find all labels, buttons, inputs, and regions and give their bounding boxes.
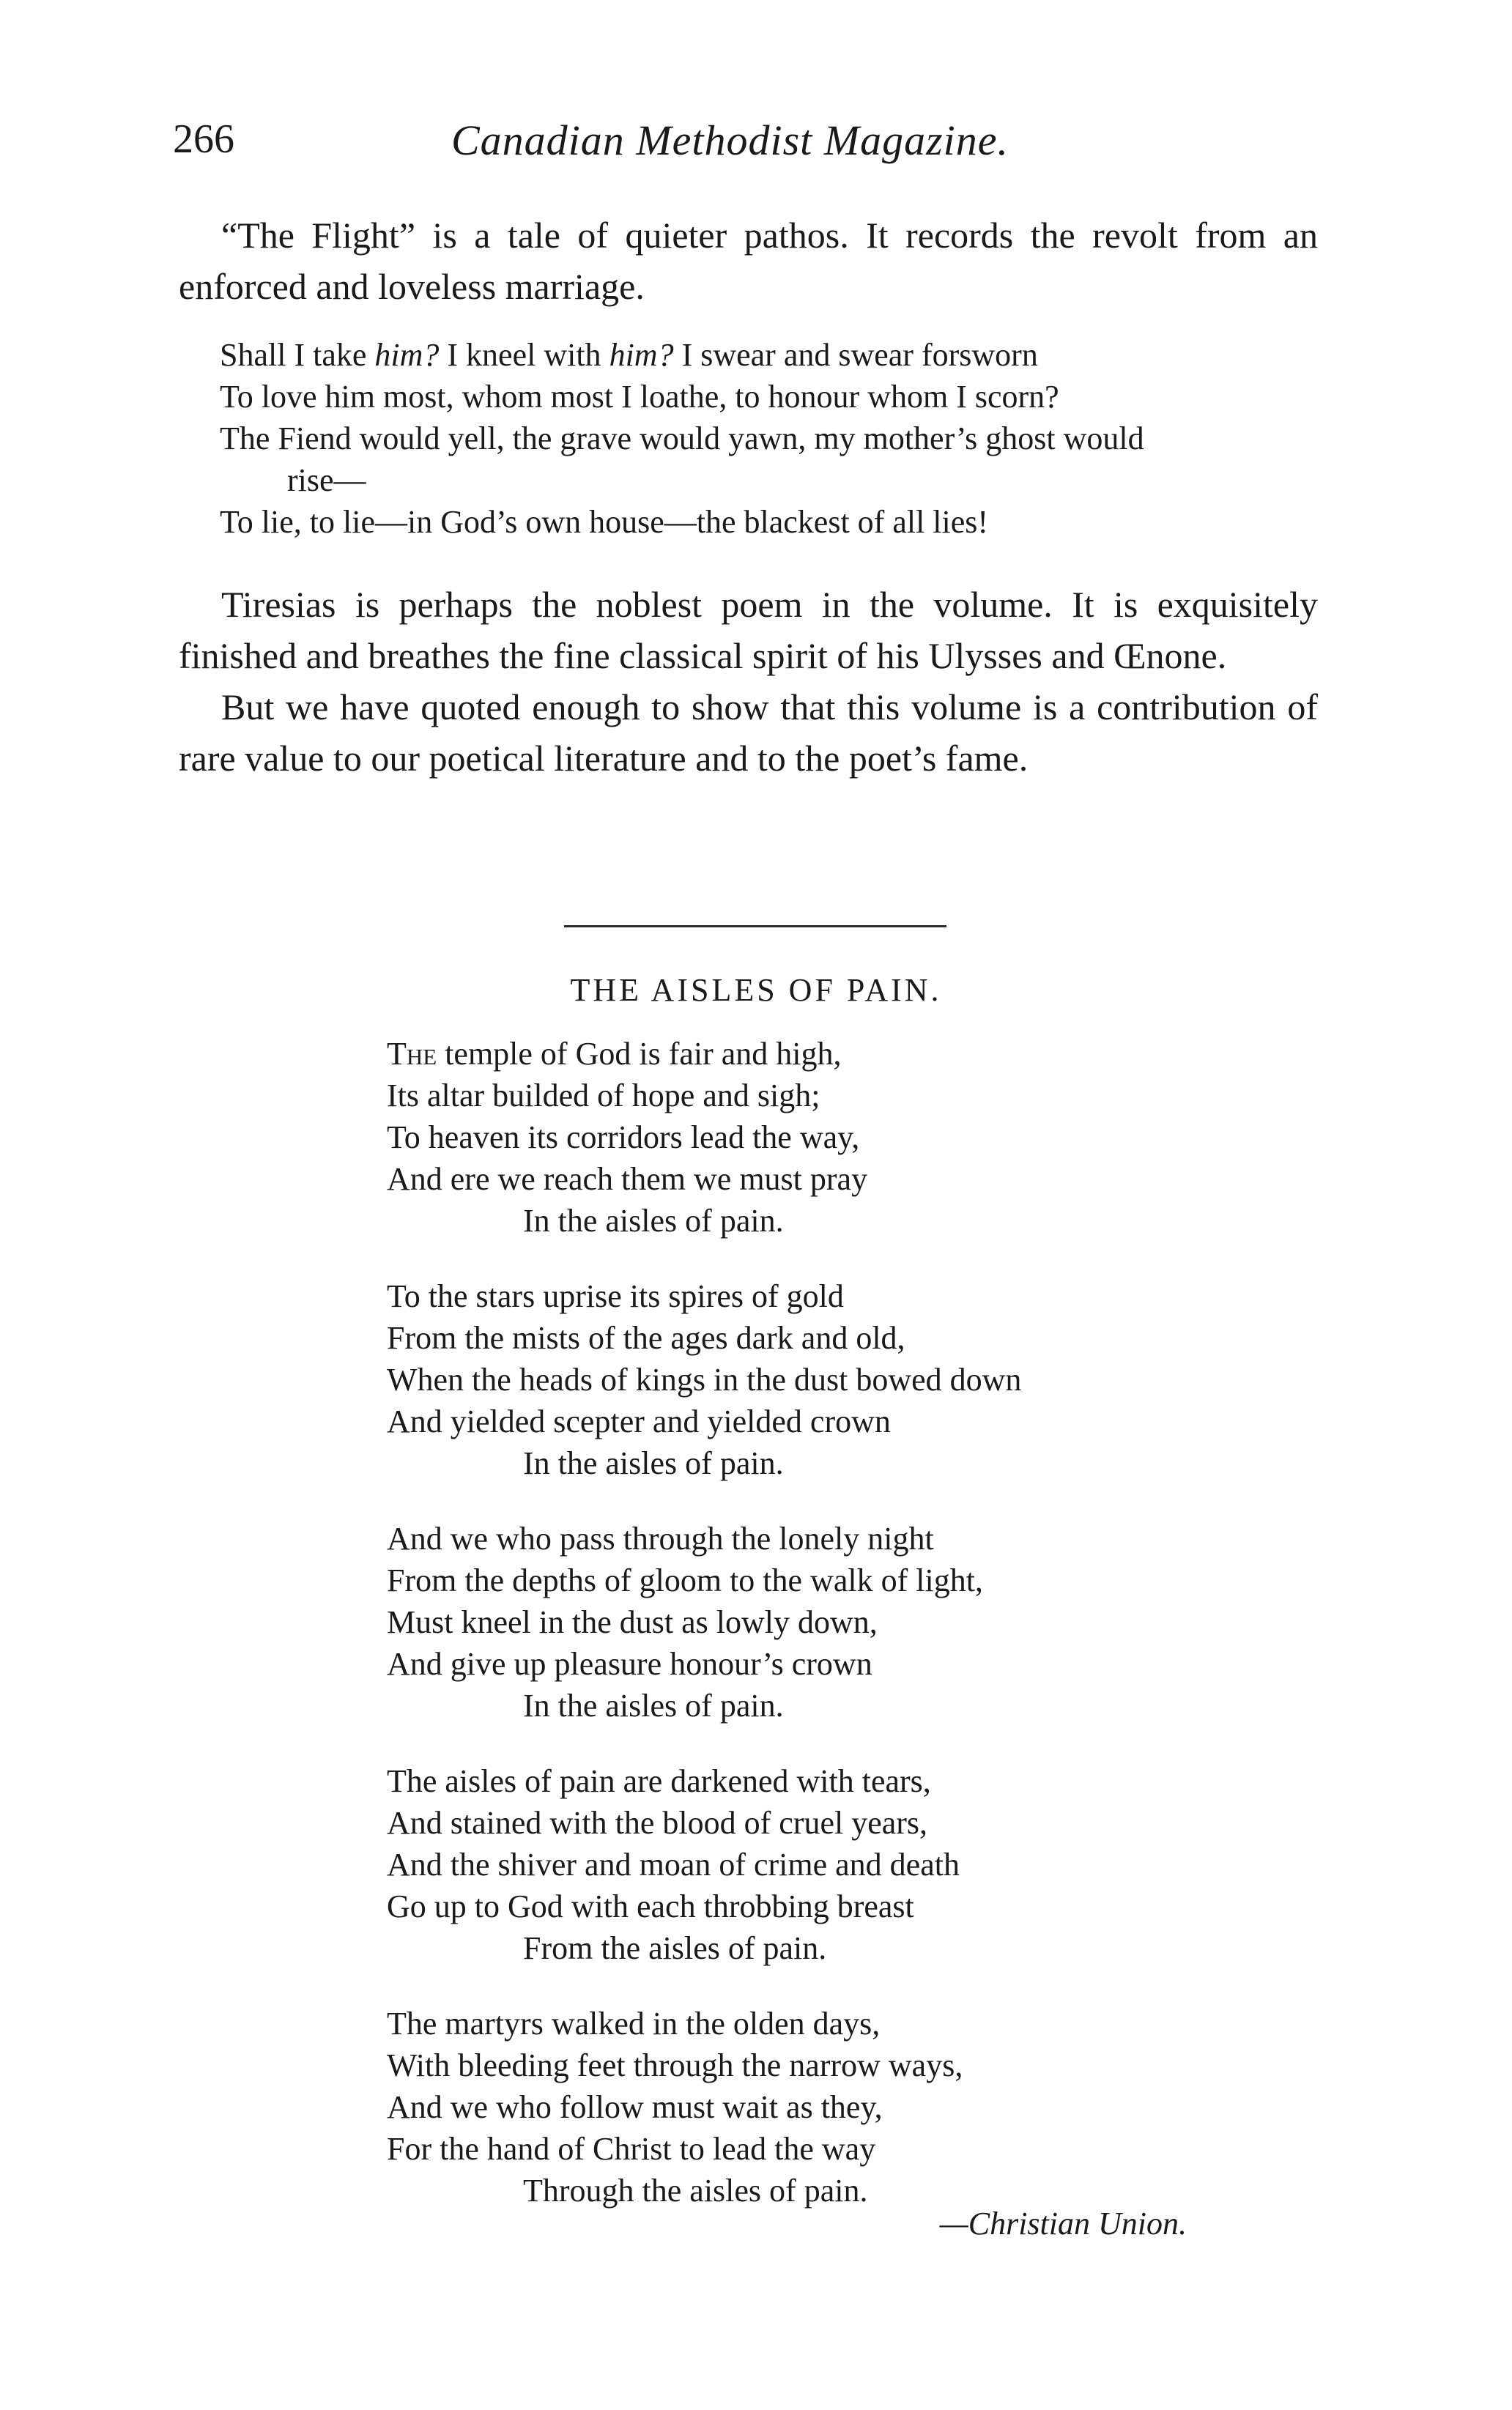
quote-line: The Fiend would yell, the grave would yawn, my mother’s ghost would xyxy=(220,420,1144,456)
quote-text: Shall I take xyxy=(220,337,375,373)
page-header xyxy=(173,116,1316,182)
running-title: Canadian Methodist Magazine. xyxy=(451,116,1009,164)
stanza xyxy=(387,1518,1339,1727)
quote-line xyxy=(220,334,1319,376)
stanza xyxy=(387,2003,1339,2211)
poem-refrain: From the aisles of pain. xyxy=(523,1930,827,1966)
poem-line: And ere we reach them we must pray xyxy=(387,1161,868,1197)
poem-line: From the mists of the ages dark and old, xyxy=(387,1320,905,1356)
poem-title: THE AISLES OF PAIN. xyxy=(570,972,942,1008)
poem-line: Go up to God with each throbbing breast xyxy=(387,1888,914,1924)
poem-line: And we who follow must wait as they, xyxy=(387,2089,883,2125)
poem-refrain: In the aisles of pain. xyxy=(523,1688,784,1724)
poem-line: And give up pleasure honour’s crown xyxy=(387,1646,872,1682)
poem-line: To the stars uprise its spires of gold xyxy=(387,1278,844,1314)
poem-line: Its altar builded of hope and sigh; xyxy=(387,1078,820,1113)
stanza xyxy=(387,1760,1339,1969)
poem-attribution: —Christian Union. xyxy=(939,2206,1187,2242)
quote-emphasis: him? xyxy=(609,337,674,373)
poem xyxy=(387,1033,1339,2245)
poem-line: And yielded scepter and yielded crown xyxy=(387,1404,891,1439)
poem-line xyxy=(387,1033,1339,1075)
poem-line: With bleeding feet through the narrow ways, xyxy=(387,2047,963,2083)
intro-text: “The Flight” is a tale of quieter pathos. It records the revolt from an enforced and loveless marriage. xyxy=(179,215,1318,307)
poem-line: Must kneel in the dust as lowly down, xyxy=(387,1604,878,1640)
poem-first-word: The xyxy=(387,1036,437,1072)
poem-line: And stained with the blood of cruel years, xyxy=(387,1805,928,1841)
poem-refrain: In the aisles of pain. xyxy=(523,1445,784,1481)
paragraph-conclusion: But we have quoted enough to show that this volume is a contribution of rare value to our poetical literature and to the poet’s fame. xyxy=(179,686,1318,779)
section-divider xyxy=(564,925,946,927)
quote-line: To love him most, whom most I loathe, to honour whom I scorn? xyxy=(220,379,1059,415)
poem-refrain: In the aisles of pain. xyxy=(523,1203,784,1239)
quote-emphasis: him? xyxy=(374,337,440,373)
intro-paragraph xyxy=(179,210,1318,312)
quote-line: rise— xyxy=(287,462,366,498)
body-paragraphs xyxy=(179,579,1318,784)
poem-line-text: temple of God is fair and high, xyxy=(437,1036,842,1072)
poem-line: From the depths of gloom to the walk of light, xyxy=(387,1562,983,1598)
poem-line: When the heads of kings in the dust bowed down xyxy=(387,1362,1022,1398)
poem-line: And we who pass through the lonely night xyxy=(387,1521,934,1557)
poem-line: And the shiver and moan of crime and death xyxy=(387,1847,960,1883)
quote-text: I kneel with xyxy=(439,337,609,373)
poem-line: For the hand of Christ to lead the way xyxy=(387,2131,876,2167)
poem-refrain: Through the aisles of pain. xyxy=(523,2173,868,2209)
poem-line: The aisles of pain are darkened with tears, xyxy=(387,1763,931,1799)
block-quote xyxy=(220,334,1319,543)
paragraph-tiresias: Tiresias is perhaps the noblest poem in the volume. It is exquisitely finished and breathes the fine classical spirit of his Ulysses and Œnone. xyxy=(179,584,1318,676)
quote-line: To lie, to lie—in God’s own house—the blackest of all lies! xyxy=(220,504,989,540)
page-number: 266 xyxy=(173,116,234,162)
poem-line: To heaven its corridors lead the way, xyxy=(387,1119,860,1155)
poem-line: The martyrs walked in the olden days, xyxy=(387,2006,881,2042)
quote-text: I swear and swear forsworn xyxy=(673,337,1038,373)
stanza xyxy=(387,1033,1339,1242)
stanza xyxy=(387,1275,1339,1484)
